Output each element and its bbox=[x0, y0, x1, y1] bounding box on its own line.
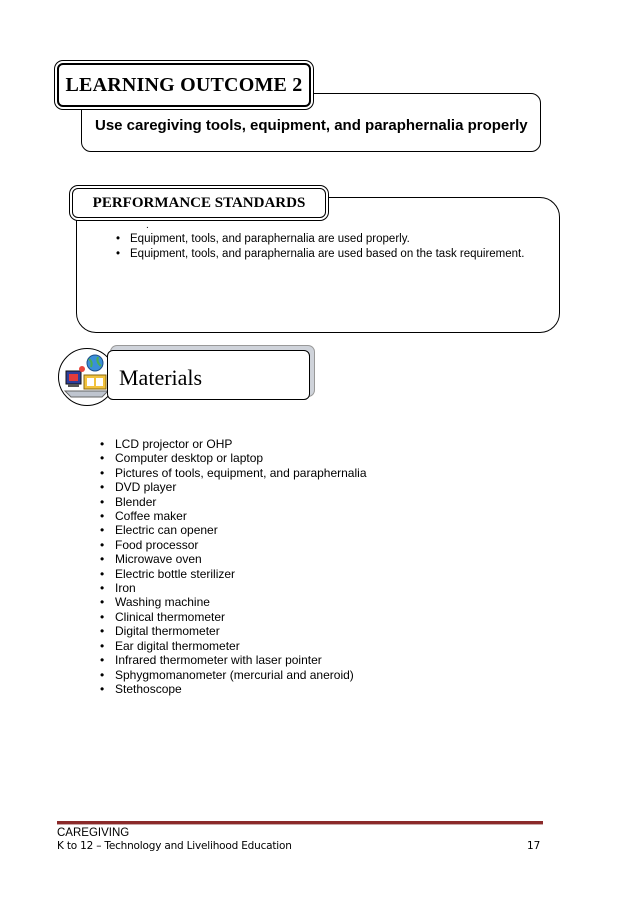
learning-outcome-tab bbox=[57, 63, 311, 107]
list-item: • LCD projector or OHP bbox=[100, 437, 520, 451]
list-item: • Stethoscope bbox=[100, 682, 520, 696]
learning-outcome-statement: Use caregiving tools, equipment, and paraphernalia properly bbox=[95, 117, 528, 134]
performance-standards-tab bbox=[72, 188, 326, 218]
stray-mark: . bbox=[146, 220, 149, 231]
list-item: • Infrared thermometer with laser pointer bbox=[100, 653, 520, 667]
list-item: • Digital thermometer bbox=[100, 624, 520, 638]
list-item: • Washing machine bbox=[100, 595, 520, 609]
list-item: • Electric bottle sterilizer bbox=[100, 567, 520, 581]
list-item: • DVD player bbox=[100, 480, 520, 494]
footer-subtitle: K to 12 – Technology and Livelihood Education bbox=[57, 840, 292, 852]
list-item: • Microwave oven bbox=[100, 552, 520, 566]
list-item: • Sphygmomanometer (mercurial and aneroid) bbox=[100, 668, 520, 682]
learning-outcome-label: LEARNING OUTCOME 2 bbox=[65, 73, 303, 96]
list-item: • Iron bbox=[100, 581, 520, 595]
performance-standards-label: PERFORMANCE STANDARDS bbox=[92, 194, 306, 211]
list-item: • Computer desktop or laptop bbox=[100, 451, 520, 465]
list-item: • Clinical thermometer bbox=[100, 610, 520, 624]
footer-course: CAREGIVING bbox=[57, 827, 130, 839]
performance-standards-list bbox=[116, 232, 556, 262]
list-item: • Pictures of tools, equipment, and paraphernalia bbox=[100, 466, 520, 480]
materials-title: Materials bbox=[119, 365, 203, 390]
list-item: • Electric can opener bbox=[100, 523, 520, 537]
list-item: • Blender bbox=[100, 495, 520, 509]
list-item: • Ear digital thermometer bbox=[100, 639, 520, 653]
footer-rule bbox=[57, 821, 543, 825]
materials-list bbox=[100, 437, 520, 696]
list-item: • Food processor bbox=[100, 538, 520, 552]
list-item: • Equipment, tools, and paraphernalia are used based on the task requirement. bbox=[116, 247, 556, 262]
materials-clipart-icon bbox=[62, 353, 112, 399]
page-number: 17 bbox=[527, 840, 541, 852]
list-item: • Equipment, tools, and paraphernalia are used properly. bbox=[116, 232, 556, 247]
list-item: • Coffee maker bbox=[100, 509, 520, 523]
